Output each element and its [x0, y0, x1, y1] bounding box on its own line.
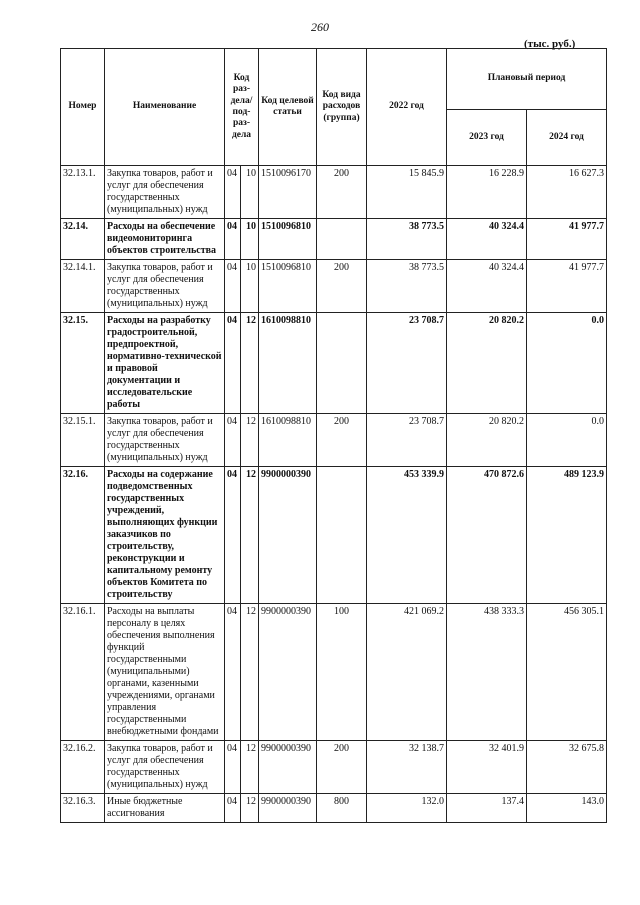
row-2024: 0.0 [527, 414, 607, 467]
header-planned-period: Плановый период [447, 49, 607, 110]
table-row [61, 467, 607, 604]
row-name: Закупка товаров, работ и услуг для обеспечения государственных (муниципальных) нужд [105, 414, 225, 467]
row-target-code: 9900000390 [259, 741, 317, 794]
row-2023: 470 872.6 [447, 467, 527, 604]
row-subsection: 12 [241, 794, 259, 823]
row-2023: 40 324.4 [447, 219, 527, 260]
row-2022: 15 845.9 [367, 166, 447, 219]
row-2022: 453 339.9 [367, 467, 447, 604]
row-2022: 23 708.7 [367, 313, 447, 414]
row-target-code: 1610098810 [259, 313, 317, 414]
row-target-code: 1510096810 [259, 260, 317, 313]
row-expense-type: 200 [317, 741, 367, 794]
row-target-code: 9900000390 [259, 794, 317, 823]
table-row [61, 313, 607, 414]
row-section: 04 [225, 467, 241, 604]
row-2023: 32 401.9 [447, 741, 527, 794]
row-2022: 38 773.5 [367, 219, 447, 260]
row-2024: 489 123.9 [527, 467, 607, 604]
row-2024: 143.0 [527, 794, 607, 823]
row-subsection: 10 [241, 219, 259, 260]
row-2022: 32 138.7 [367, 741, 447, 794]
row-section: 04 [225, 313, 241, 414]
row-number: 32.14.1. [61, 260, 105, 313]
units-label: (тыс. руб.) [524, 38, 576, 50]
row-expense-type [317, 467, 367, 604]
row-number: 32.13.1. [61, 166, 105, 219]
row-number: 32.16.2. [61, 741, 105, 794]
row-name: Закупка товаров, работ и услуг для обеспечения государственных (муниципальных) нужд [105, 260, 225, 313]
row-subsection: 12 [241, 741, 259, 794]
row-name: Иные бюджетные ассигнования [105, 794, 225, 823]
row-expense-type: 200 [317, 260, 367, 313]
row-name: Закупка товаров, работ и услуг для обеспечения государственных (муниципальных) нужд [105, 741, 225, 794]
row-name: Расходы на разработку градостроительной, предпроектной, нормативно-технической и правовой документации и исследовательские работы [105, 313, 225, 414]
row-2022: 132.0 [367, 794, 447, 823]
row-number: 32.16.3. [61, 794, 105, 823]
row-subsection: 12 [241, 414, 259, 467]
row-2023: 40 324.4 [447, 260, 527, 313]
row-2024: 32 675.8 [527, 741, 607, 794]
row-subsection: 10 [241, 260, 259, 313]
row-2023: 438 333.3 [447, 604, 527, 741]
header-2024: 2024 год [527, 110, 607, 166]
row-2024: 41 977.7 [527, 219, 607, 260]
row-2022: 23 708.7 [367, 414, 447, 467]
table-row [61, 414, 607, 467]
header-2022: 2022 год [367, 49, 447, 166]
budget-table [60, 48, 607, 823]
row-target-code: 1610098810 [259, 414, 317, 467]
row-name: Расходы на обеспечение видеомониторинга объектов строительства [105, 219, 225, 260]
row-section: 04 [225, 260, 241, 313]
row-section: 04 [225, 219, 241, 260]
row-subsection: 12 [241, 604, 259, 741]
table-row [61, 741, 607, 794]
row-name: Расходы на содержание подведомственных государственных учреждений, выполняющих функции заказчиков по строительству, реконструкции и капитальному ремонту объектов Комитета по строительству [105, 467, 225, 604]
row-expense-type: 200 [317, 166, 367, 219]
row-target-code: 9900000390 [259, 604, 317, 741]
row-2022: 421 069.2 [367, 604, 447, 741]
row-2023: 20 820.2 [447, 414, 527, 467]
row-expense-type [317, 313, 367, 414]
row-section: 04 [225, 604, 241, 741]
row-2022: 38 773.5 [367, 260, 447, 313]
row-expense-type: 100 [317, 604, 367, 741]
header-name: Наименование [105, 49, 225, 166]
row-2024: 16 627.3 [527, 166, 607, 219]
row-expense-type: 200 [317, 414, 367, 467]
row-2024: 41 977.7 [527, 260, 607, 313]
row-2024: 0.0 [527, 313, 607, 414]
row-section: 04 [225, 166, 241, 219]
header-section-code: Код раз-дела/под-раз-дела [225, 49, 259, 166]
row-target-code: 1510096810 [259, 219, 317, 260]
row-number: 32.15. [61, 313, 105, 414]
row-subsection: 10 [241, 166, 259, 219]
row-target-code: 9900000390 [259, 467, 317, 604]
table-row [61, 219, 607, 260]
row-subsection: 12 [241, 467, 259, 604]
row-2023: 137.4 [447, 794, 527, 823]
row-number: 32.14. [61, 219, 105, 260]
row-name: Расходы на выплаты персоналу в целях обеспечения выполнения функций государственными (муниципальными) органами, казенными учреждениями, органами управления государственными внебюджетными фондами [105, 604, 225, 741]
row-number: 32.16. [61, 467, 105, 604]
row-expense-type [317, 219, 367, 260]
row-section: 04 [225, 741, 241, 794]
row-number: 32.16.1. [61, 604, 105, 741]
row-target-code: 1510096170 [259, 166, 317, 219]
row-section: 04 [225, 794, 241, 823]
table-row [61, 794, 607, 823]
header-number: Номер [61, 49, 105, 166]
row-name: Закупка товаров, работ и услуг для обеспечения государственных (муниципальных) нужд [105, 166, 225, 219]
row-2024: 456 305.1 [527, 604, 607, 741]
header-target-code: Код целевой статьи [259, 49, 317, 166]
page-number: 260 [311, 20, 329, 34]
header-expense-type: Код вида расходов (группа) [317, 49, 367, 166]
row-expense-type: 800 [317, 794, 367, 823]
row-subsection: 12 [241, 313, 259, 414]
table-row [61, 260, 607, 313]
table-row [61, 604, 607, 741]
row-2023: 20 820.2 [447, 313, 527, 414]
row-section: 04 [225, 414, 241, 467]
row-number: 32.15.1. [61, 414, 105, 467]
row-2023: 16 228.9 [447, 166, 527, 219]
table-row [61, 166, 607, 219]
header-2023: 2023 год [447, 110, 527, 166]
